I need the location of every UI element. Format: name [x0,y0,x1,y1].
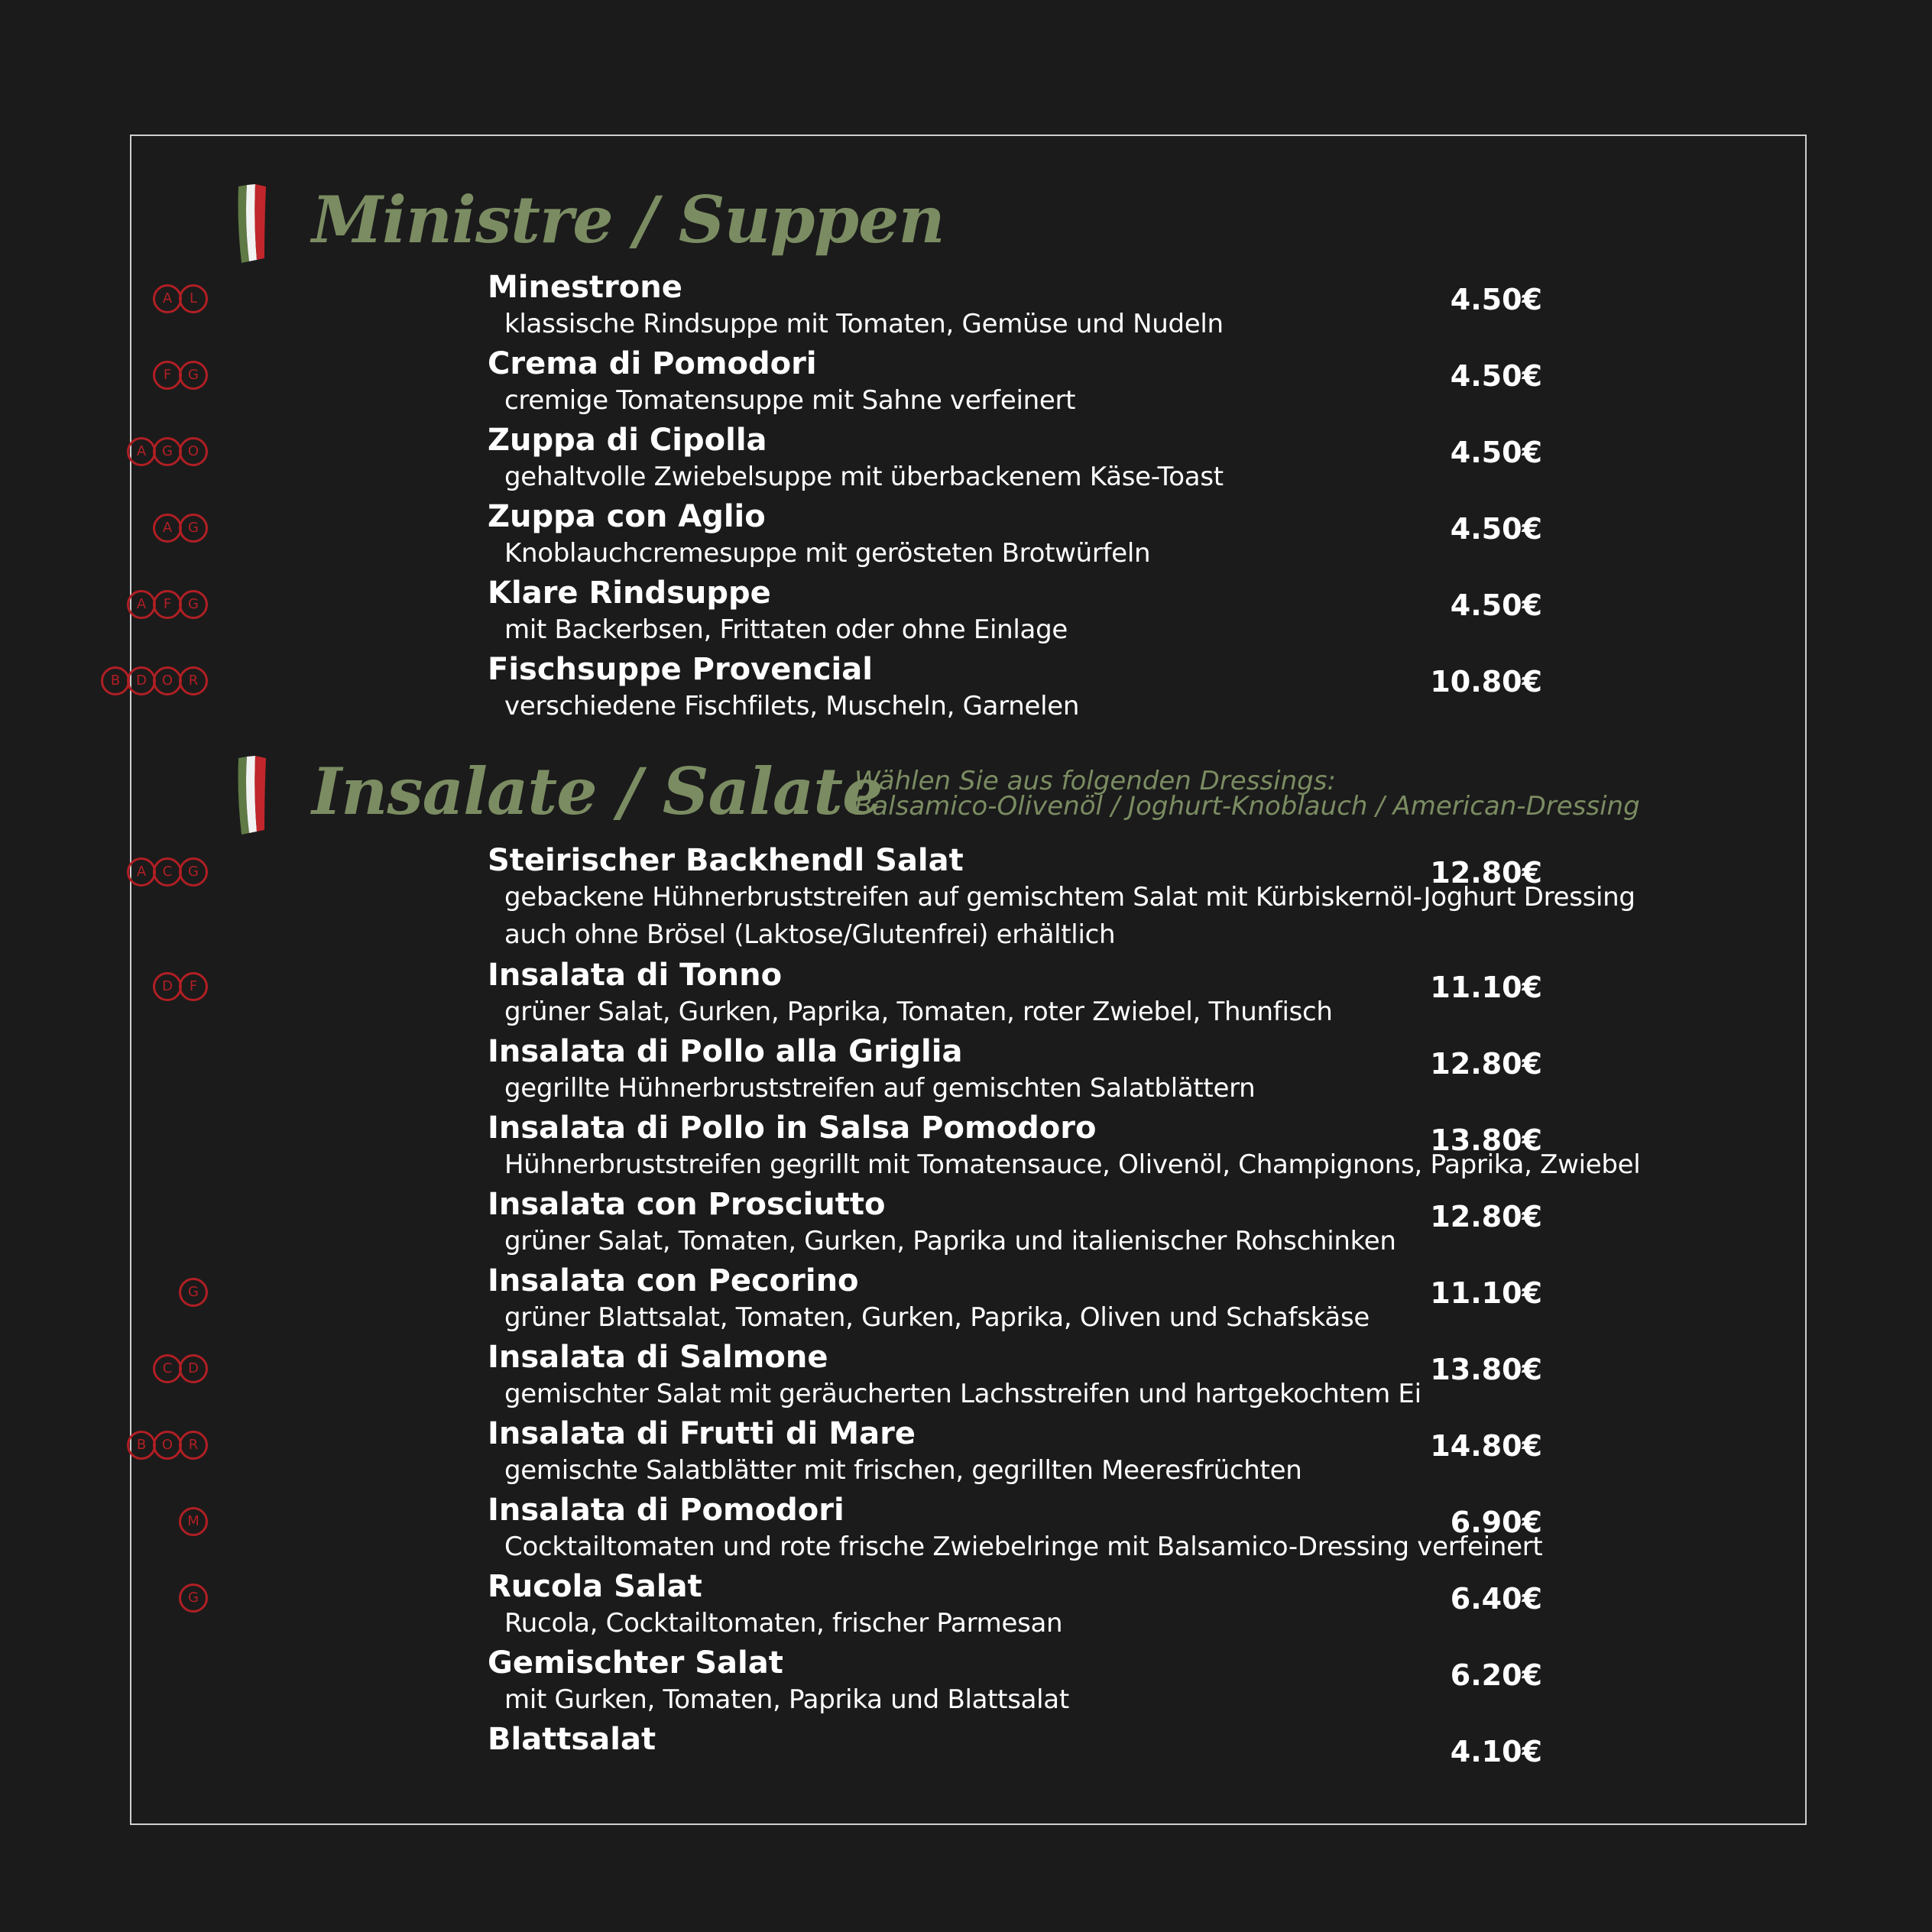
item-price: 4.10€ [1450,1735,1542,1768]
item-price: 14.80€ [1430,1429,1542,1463]
allergen-codes [130,590,208,619]
allergen-badge: C [153,1354,182,1383]
allergen-codes [156,972,208,1001]
item-price: 12.80€ [1430,1047,1542,1081]
item-price: 4.50€ [1450,359,1542,393]
allergen-badge: O [179,437,208,466]
item-name: Steirischer Backhendl Salat [488,843,964,878]
allergen-badge: L [179,284,208,313]
allergen-badge: A [127,857,156,887]
allergen-badge: A [153,284,182,313]
item-name: Insalata con Prosciutto [488,1187,886,1222]
allergen-badge: G [179,514,208,543]
allergen-badge: G [179,361,208,390]
allergen-badge: O [153,666,182,695]
italian-flag-icon [234,182,271,266]
allergen-badge: R [179,1431,208,1460]
item-price: 6.20€ [1450,1658,1542,1692]
item-description: Knoblauchcremesuppe mit gerösteten Brotwürfeln [504,538,1151,569]
item-price: 13.80€ [1430,1123,1542,1157]
item-description: cremige Tomatensuppe mit Sahne verfeinert [504,385,1076,416]
allergen-badge: G [179,1278,208,1307]
item-description: klassische Rindsuppe mit Tomaten, Gemüse und Nudeln [504,309,1224,339]
allergen-badge: A [127,437,156,466]
item-name: Blattsalat [488,1722,656,1757]
item-price: 4.50€ [1450,512,1542,546]
item-name: Fischsuppe Provencial [488,652,873,687]
item-description: Hühnerbruststreifen gegrillt mit Tomatensauce, Olivenöl, Champignons, Paprika, Zwiebel [504,1149,1641,1180]
allergen-badge: G [179,857,208,887]
item-description: grüner Blattsalat, Tomaten, Gurken, Paprika, Oliven und Schafskäse [504,1302,1370,1333]
dressing-line-2: Balsamico-Olivenöl / Joghurt-Knoblauch / American-Dressing [854,791,1640,822]
item-name: Insalata di Pomodori [488,1493,844,1528]
item-description: mit Backerbsen, Frittaten oder ohne Einlage [504,614,1068,645]
item-name: Insalata con Pecorino [488,1263,859,1298]
item-description: auch ohne Brösel (Laktose/Glutenfrei) erhältlich [504,919,1116,950]
item-name: Insalata di Salmone [488,1340,828,1375]
allergen-badge: R [179,666,208,695]
item-price: 12.80€ [1430,1200,1542,1233]
allergen-badge: F [153,590,182,619]
item-description: gegrillte Hühnerbruststreifen auf gemischten Salatblättern [504,1073,1256,1104]
allergen-badge: B [127,1431,156,1460]
item-price: 4.50€ [1450,283,1542,316]
allergen-codes [182,1584,208,1613]
allergen-codes [130,1431,208,1460]
item-description: Rucola, Cocktailtomaten, frischer Parmesan [504,1608,1063,1639]
allergen-badge: M [179,1507,208,1536]
allergen-codes [156,361,208,390]
item-name: Insalata di Tonno [488,958,783,993]
salads-title: Insalate / Salate [312,754,883,829]
allergen-badge: O [153,1431,182,1460]
item-price: 10.80€ [1430,665,1542,699]
item-name: Zuppa di Cipolla [488,423,767,458]
allergen-codes [130,857,208,887]
salads-header [131,754,1805,845]
soups-title: Ministre / Suppen [312,182,945,258]
item-description: verschiedene Fischfilets, Muscheln, Garnelen [504,691,1080,721]
item-name: Rucola Salat [488,1569,702,1604]
item-name: Minestrone [488,270,682,305]
item-description: Cocktailtomaten und rote frische Zwiebelringe mit Balsamico-Dressing verfeinert [504,1532,1543,1562]
allergen-badge: F [153,361,182,390]
dressing-line-1: Wählen Sie aus folgenden Dressings: [854,766,1336,796]
item-price: 6.90€ [1450,1506,1542,1539]
item-price: 11.10€ [1430,1276,1542,1310]
item-description: mit Gurken, Tomaten, Paprika und Blattsalat [504,1684,1069,1715]
allergen-badge: B [101,666,130,695]
allergen-badge: D [153,972,182,1001]
allergen-badge: A [153,514,182,543]
item-price: 6.40€ [1450,1582,1542,1616]
menu-frame [110,135,1807,1825]
item-description: grüner Salat, Tomaten, Gurken, Paprika und italienischer Rohschinken [504,1226,1396,1256]
item-name: Insalata di Frutti di Mare [488,1416,916,1451]
allergen-codes [182,1278,208,1307]
italian-flag-icon [234,754,271,838]
allergen-badge: D [179,1354,208,1383]
allergen-badge: C [153,857,182,887]
soups-header [131,182,1805,274]
allergen-codes [104,666,208,695]
item-name: Insalata di Pollo in Salsa Pomodoro [488,1110,1097,1146]
item-price: 4.50€ [1450,436,1542,469]
item-description: gebackene Hühnerbruststreifen auf gemischtem Salat mit Kürbiskernöl-Joghurt Dressing [504,882,1635,913]
allergen-codes [156,1354,208,1383]
item-price: 11.10€ [1430,971,1542,1004]
allergen-badge: G [179,590,208,619]
allergen-badge: D [127,666,156,695]
item-description: gemischter Salat mit geräucherten Lachsstreifen und hartgekochtem Ei [504,1379,1421,1409]
allergen-codes [130,437,208,466]
allergen-badge: F [179,972,208,1001]
item-description: gehaltvolle Zwiebelsuppe mit überbackenem Käse-Toast [504,462,1224,492]
allergen-codes [182,1507,208,1536]
allergen-badge: A [127,590,156,619]
item-description: grüner Salat, Gurken, Paprika, Tomaten, roter Zwiebel, Thunfisch [504,997,1333,1027]
allergen-codes [156,284,208,313]
item-name: Gemischter Salat [488,1645,783,1681]
item-name: Crema di Pomodori [488,346,817,381]
item-name: Klare Rindsuppe [488,575,771,611]
item-name: Insalata di Pollo alla Griglia [488,1034,963,1069]
allergen-codes [156,514,208,543]
allergen-badge: G [153,437,182,466]
item-price: 4.50€ [1450,588,1542,622]
item-price: 13.80€ [1430,1353,1542,1386]
item-name: Zuppa con Aglio [488,499,766,534]
item-description: gemischte Salatblätter mit frischen, gegrillten Meeresfrüchten [504,1455,1302,1486]
allergen-badge: G [179,1584,208,1613]
item-price: 12.80€ [1430,856,1542,890]
